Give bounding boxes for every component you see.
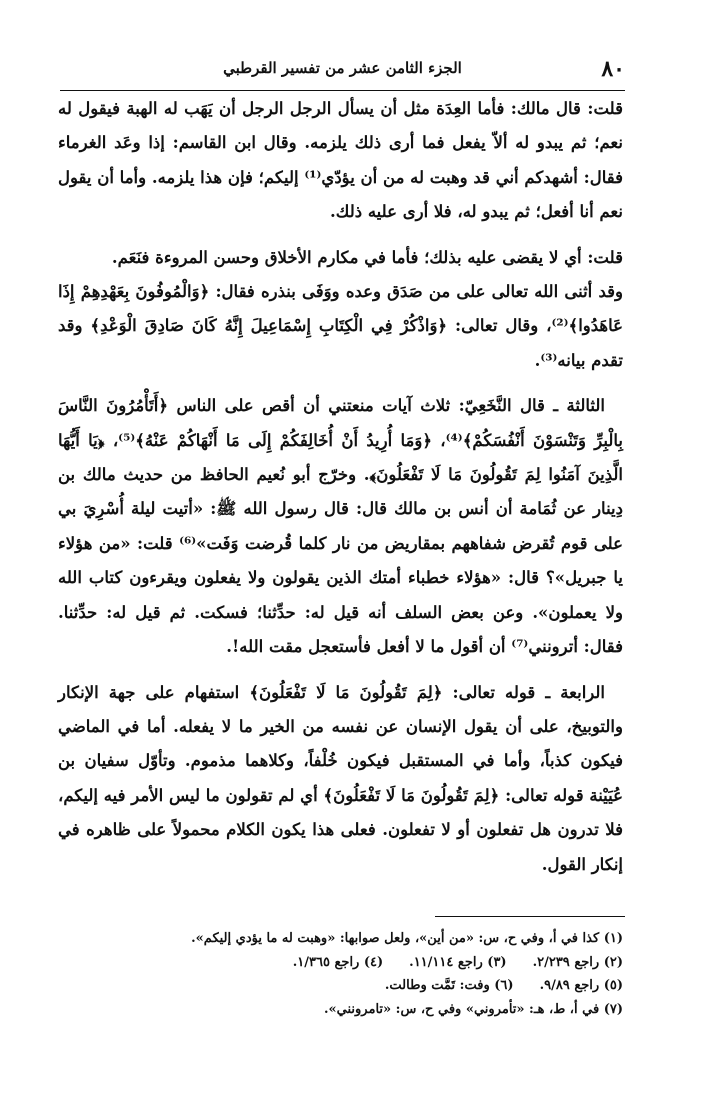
footnote-line-3	[80, 974, 623, 998]
footnote-7: (٧) في أ، ط، هـ: «تأمروني» وفي ح، س: «تامرونني».	[324, 1001, 623, 1017]
footnote-line-2	[80, 951, 623, 975]
footnote-rule	[435, 916, 625, 917]
paragraph-4: الثالثة ـ قال النَّخَعِيّ: ثلاث آيات منعتني أن أقص على الناس ﴿أَتَأْمُرُونَ النَّاسَ بِالْبِرِّ وَتَنْسَوْنَ أَنْفُسَكُمْ﴾⁽⁴⁾، ﴿وَمَا أُرِيدُ أَنْ أُخَالِفَكُمْ إِلَى مَا أَنْهَاكُمْ عَنْهُ﴾⁽⁵⁾، ﴿يَا أَيُّهَا الَّذِينَ آمَنُوا لِمَ تَقُولُونَ مَا لَا تَفْعَلُونَ﴾. وخرّج أبو نُعيم الحافظ من حديث مالك بن دِينار عن ثُمَامة أن أنس بن مالك قال: قال رسول الله ﷺ: «أتيت ليلة أُسْرِيَ بي على قوم تُقرض شفاههم بمقاريض من نار كلما قُرضت وَفَت»⁽⁶⁾ قلت: «من هؤلاء يا جبريل»؟ قال: «هؤلاء خطباء أمتك الذين يقولون ولا يفعلون ويقرءون كتاب الله ولا يعملون». وعن بعض السلف أنه قيل له: حدِّثنا؛ فسكت. ثم قيل له: حدِّثنا. فقال: أترونني⁽⁷⁾ أن أقول ما لا أفعل فأستعجل مقت الله!.	[58, 396, 624, 657]
footnotes	[80, 927, 623, 1021]
paragraph-2: قلت: أي لا يقضى عليه بذلك؛ فأما في مكارم الأخلاق وحسن المروءة فنَعَم.	[111, 247, 623, 267]
footnote-6: (٦) وفت: تَمَّت وطالت.	[384, 978, 514, 993]
paragraph-5: الرابعة ـ قوله تعالى: ﴿لِمَ تَقُولُونَ مَا لَا تَفْعَلُونَ﴾ استفهام على جهة الإنكار والتوبيخ، على أن يقول الإنسان عن نفسه من الخير ما لا يفعله. أما في الماضي فيكون كذباً، وأما في المستقبل فيكون خُلْفاً، وكلاهما مذموم. وتأوّل سفيان بن عُيَيْنة قوله تعالى: ﴿لِمَ تَقُولُونَ مَا لَا تَفْعَلُونَ﴾ أي لم تقولون ما ليس الأمر فيه إليكم، فلا تدرون هل تفعلون أو لا تفعلون. فعلى هذا يكون الكلام محمولاً على ظاهره في إنكار القول.	[58, 682, 623, 874]
header-rule	[60, 90, 625, 91]
footnote-4: (٤) راجع ١/٣٦٥.	[292, 954, 384, 970]
body-text	[58, 92, 623, 882]
page-number: ٨٠	[601, 56, 625, 82]
footnote-3: (٣) راجع ١١/١١٤.	[409, 954, 507, 970]
footnote-2: (٢) راجع ٢/٢٣٩.	[532, 954, 623, 970]
paragraph-1: قلت: قال مالك: فأما العِدَة مثل أن يسأل الرجل الرجل أن يَهَب له الهبة فيقول له نعم؛ ثم يبدو له ألاّ يفعل فما أرى ذلك يلزمه. وقال ابن القاسم: إذا وعَد الغرماء فقال: أشهدكم أني قد وهبت له من أن يؤدّي⁽¹⁾ إليكم؛ فإن هذا يلزمه. وأما أن يقول نعم أنا أفعل؛ ثم يبدو له، فلا أرى عليه ذلك.	[58, 99, 623, 222]
running-head: الجزء الثامن عشر من تفسير القرطبي	[223, 59, 462, 77]
footnote-1: (١) كذا في أ، وفي ح، س: «من أين»، ولعل صوابها: «وهبت له ما يؤدي إليكم».	[191, 931, 623, 946]
page-header	[60, 56, 625, 86]
paragraph-3: وقد أثنى الله تعالى على من صَدَق وعده ووَفَى بنذره فقال: ﴿وَالْمُوفُونَ بِعَهْدِهِمْ إِذَا عَاهَدُوا﴾⁽²⁾، وقال تعالى: ﴿وَاذْكُرْ فِي الْكِتَابِ إِسْمَاعِيلَ إِنَّهُ كَانَ صَادِقَ الْوَعْدِ﴾ وقد تقدم بيانه⁽³⁾.	[58, 282, 623, 370]
footnote-5: (٥) راجع ٩/٨٩.	[539, 978, 623, 993]
